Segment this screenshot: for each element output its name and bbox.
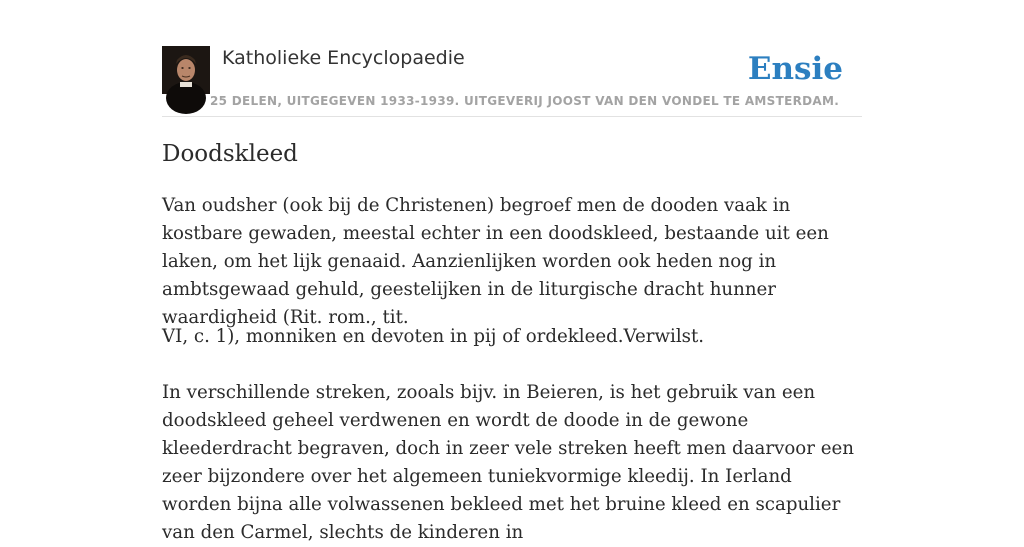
article-paragraph-2: VI, c. 1), monniken en devoten in pij of ordekleed.Verwilst. [162,326,705,347]
source-header [162,0,862,117]
ensie-logo-link[interactable]: Ensie [747,51,843,87]
article-paragraph-1: Van oudsher (ook bij de Christenen) begroef men de dooden vaak in kostbare gewaden, meestal echter in een doodskleed, bestaande uit een laken, om het lijk genaaid. Aanzienlijken worden ook heden nog in ambtsgewaad gehuld, geestelijken in de liturgische dracht hunner waardigheid (Rit. rom., tit. [162,195,829,328]
article-paragraph-3: In verschillende streken, zooals bijv. in Beieren, is het gebruik van een doodskleed geheel verdwenen en wordt de doode in de gewone kleederdracht begraven, doch in zeer vele streken heeft men daarvoor een zeer bijzondere over het algemeen tuniekvormige kleedij. In Ierland worden bijna alle volwassenen bekleed met het bruine kleed en scapulier van den Carmel, slechts de kinderen in [162,382,854,543]
portrait-icon [162,46,210,94]
source-subtitle: 25 DELEN, UITGEGEVEN 1933-1939. UITGEVERIJ JOOST VAN DEN VONDEL TE AMSTERDAM. [210,94,840,108]
article-title: Doodskleed [162,141,298,167]
page [162,0,862,543]
source-title[interactable]: Katholieke Encyclopaedie [222,47,465,69]
source-avatar[interactable] [162,46,210,94]
